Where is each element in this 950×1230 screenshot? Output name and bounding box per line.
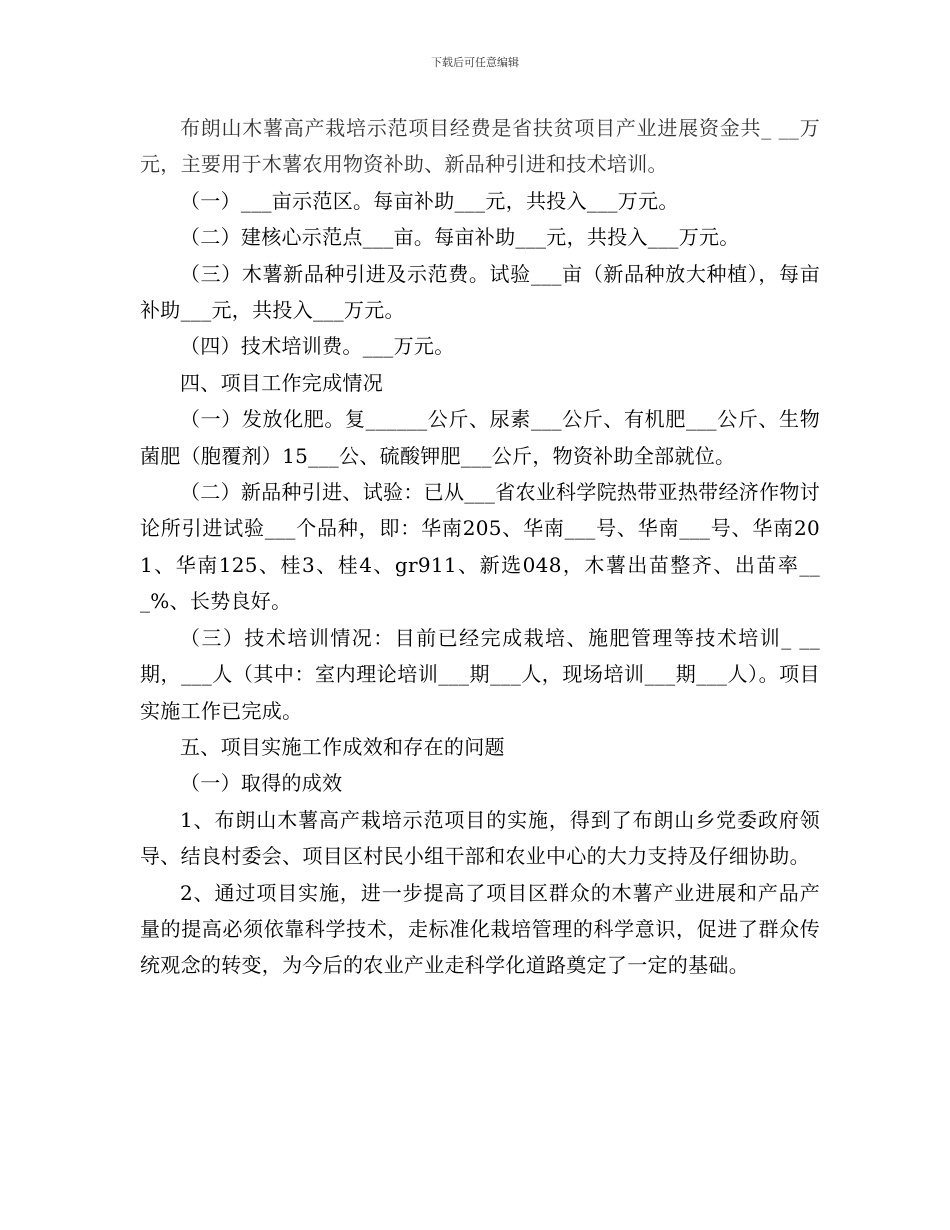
paragraph-core-demo: （二）建核心示范点___亩。每亩补助___元，共投入___万元。 bbox=[180, 225, 740, 250]
paragraph-new-variety-fee: （三）木薯新品种引进及示范费。试验___亩（新品种放大种植），每亩补助___元，共投入___万元。 bbox=[140, 261, 820, 323]
paragraph-fertilizer: （一）发放化肥。复______公斤、尿素___公斤、有机肥___公斤、生物菌肥（胞覆剂）15___公、硫酸钾肥___公斤，物资补助全部就位。 bbox=[140, 407, 820, 468]
document-body bbox=[140, 110, 820, 984]
section-heading-5: 五、项目实施工作成效和存在的问题 bbox=[180, 734, 505, 759]
subsection-heading-achievements: （一）取得的成效 bbox=[180, 771, 343, 796]
paragraph-point-1: 1、布朗山木薯高产栽培示范项目的实施，得到了布朗山乡党委政府领导、结良村委会、项目区村民小组干部和农业中心的大力支持及仔细协助。 bbox=[140, 807, 820, 869]
paragraph-point-2: 2、通过项目实施，进一步提高了项目区群众的木薯产业进展和产品产量的提高必须依靠科学技术，走标准化栽培管理的科学意识，促进了群众传统观念的转变，为今后的农业产业走科学化道路奠定了一定的基础。 bbox=[140, 880, 820, 978]
paragraph-demo-area: （一）___亩示范区。每亩补助___元，共投入___万元。 bbox=[180, 188, 679, 213]
page-header: 下载后可任意编辑 bbox=[431, 56, 519, 69]
paragraph-training-fee: （四）技术培训费。___万元。 bbox=[180, 334, 455, 359]
paragraph-training-status: （三）技术培训情况：目前已经完成栽培、施肥管理等技术培训_ __期，___人（其中：室内理论培训___期___人，现场培训___期___人）。项目实施工作已完成。 bbox=[140, 625, 820, 723]
section-heading-4: 四、项目工作完成情况 bbox=[180, 370, 383, 395]
paragraph-budget-intro: 布朗山木薯高产栽培示范项目经费是省扶贫项目产业进展资金共_ __万元，主要用于木薯农用物资补助、新品种引进和技术培训。 bbox=[140, 116, 820, 177]
paragraph-variety-trial: （二）新品种引进、试验：已从___省农业科学院热带亚热带经济作物讨论所引进试验___个品种，即：华南205、华南___号、华南___号、华南201、华南125、桂3、桂4、gr911、新选048，木薯出苗整齐、出苗率___%、长势良好。 bbox=[140, 480, 820, 614]
